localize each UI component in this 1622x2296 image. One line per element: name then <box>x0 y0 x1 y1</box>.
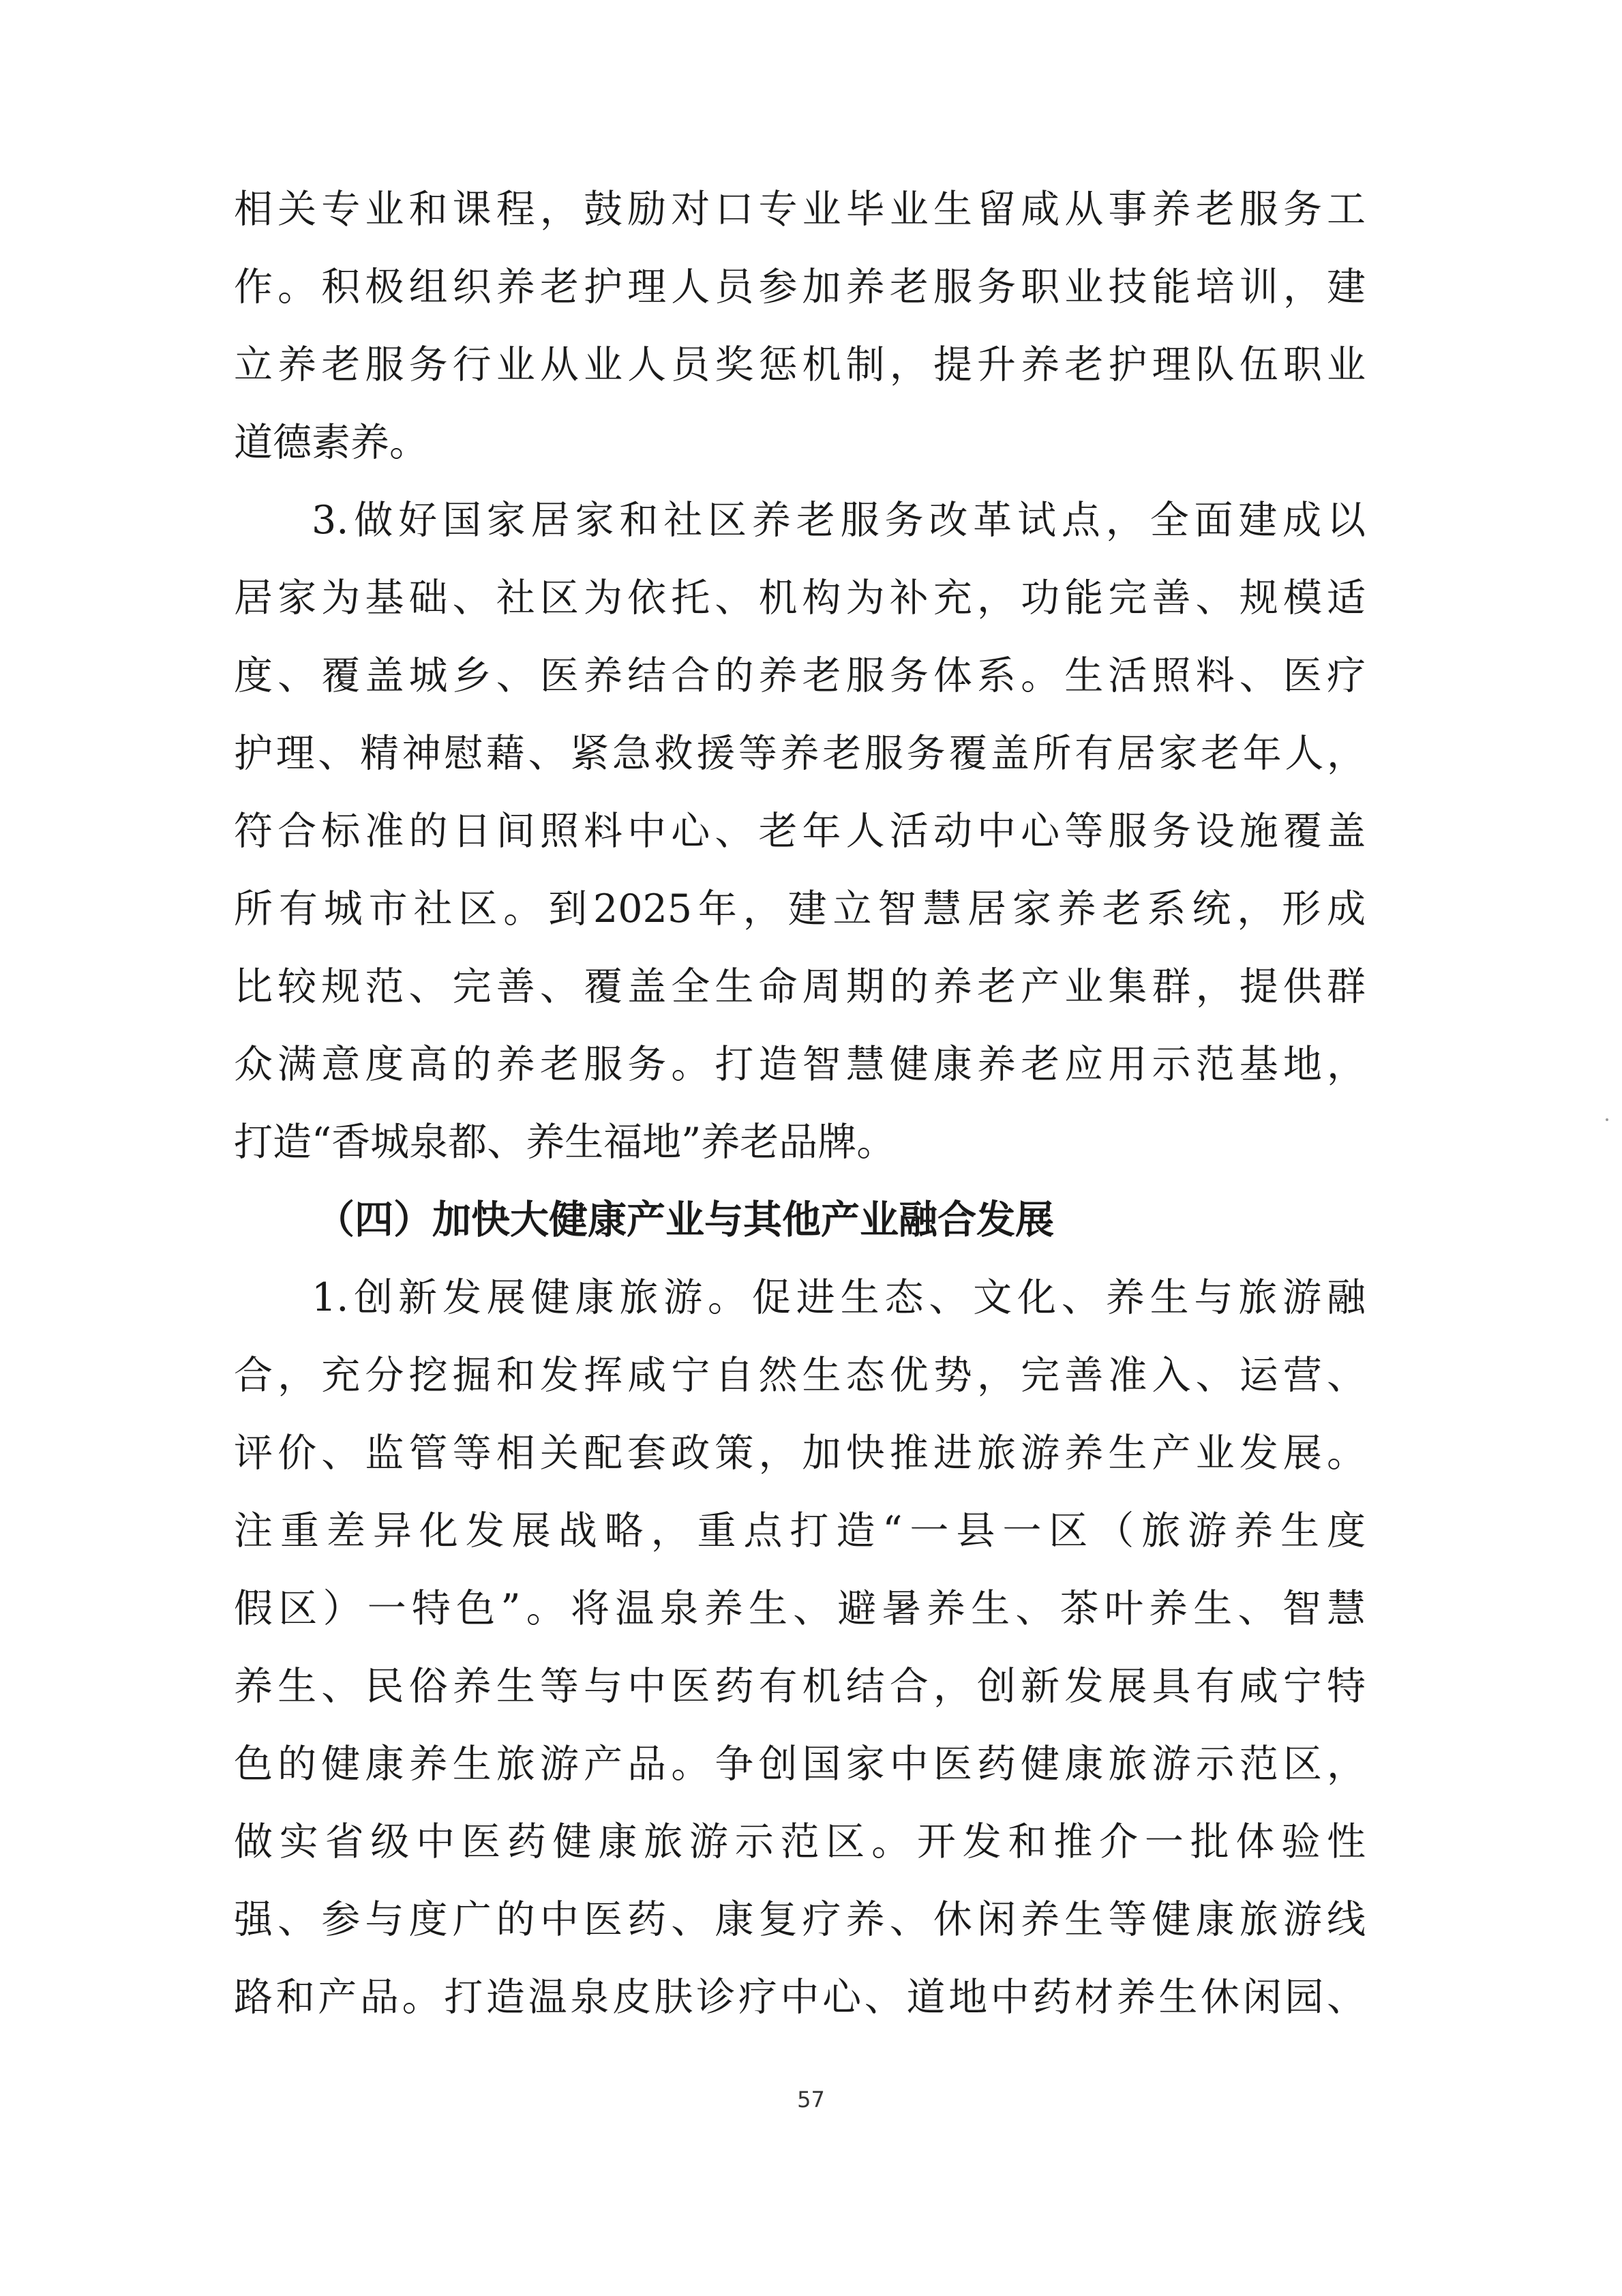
text-line: 相关专业和课程，鼓励对口专业毕业生留咸从事养老服务工 <box>234 187 1366 232</box>
page-number: 57 <box>797 2087 825 2113</box>
section-heading: （四）加快大健康产业与其他产业融合发展 <box>316 1197 1054 1242</box>
text-line: 所有城市社区。到2025年，建立智慧居家养老系统，形成 <box>234 886 1366 931</box>
text-line: 道德素养。 <box>234 420 428 465</box>
body-text <box>234 170 1366 2036</box>
text-line: 评价、监管等相关配套政策，加快推进旅游养生产业发展。 <box>234 1431 1366 1476</box>
text-line: 度、覆盖城乡、医养结合的养老服务体系。生活照料、医疗 <box>234 653 1366 698</box>
text-line: 色的健康养生旅游产品。争创国家中医药健康旅游示范区， <box>234 1742 1366 1787</box>
text-line: 3.做好国家居家和社区养老服务改革试点，全面建成以 <box>312 498 1366 543</box>
text-line: 打造“香城泉都、养生福地”养老品牌。 <box>234 1120 896 1165</box>
text-line: 立养老服务行业从业人员奖惩机制，提升养老护理队伍职业 <box>234 342 1366 387</box>
text-line: 强、参与度广的中医药、康复疗养、休闲养生等健康旅游线 <box>234 1897 1366 1942</box>
text-line: 护理、精神慰藉、紧急救援等养老服务覆盖所有居家老年人， <box>234 731 1366 776</box>
text-line: 符合标准的日间照料中心、老年人活动中心等服务设施覆盖 <box>234 809 1366 854</box>
text-line: 比较规范、完善、覆盖全生命周期的养老产业集群，提供群 <box>234 964 1366 1009</box>
text-line: 作。积极组织养老护理人员参加养老服务职业技能培训，建 <box>234 265 1366 310</box>
scan-speck <box>1606 1118 1608 1121</box>
text-line: 注重差异化发展战略，重点打造“一县一区（旅游养生度 <box>234 1508 1366 1553</box>
text-line: 做实省级中医药健康旅游示范区。开发和推介一批体验性 <box>234 1819 1366 1864</box>
text-line: 1.创新发展健康旅游。促进生态、文化、养生与旅游融 <box>312 1275 1366 1320</box>
text-line: 养生、民俗养生等与中医药有机结合，创新发展具有咸宁特 <box>234 1664 1366 1709</box>
text-line: 居家为基础、社区为依托、机构为补充，功能完善、规模适 <box>234 576 1366 621</box>
text-line: 假区）一特色”。将温泉养生、避暑养生、茶叶养生、智慧 <box>234 1586 1366 1631</box>
text-line: 合，充分挖掘和发挥咸宁自然生态优势，完善准入、运营、 <box>234 1353 1366 1398</box>
text-line: 众满意度高的养老服务。打造智慧健康养老应用示范基地， <box>234 1042 1366 1087</box>
text-line: 路和产品。打造温泉皮肤诊疗中心、道地中药材养生休闲园、 <box>234 1975 1366 2020</box>
